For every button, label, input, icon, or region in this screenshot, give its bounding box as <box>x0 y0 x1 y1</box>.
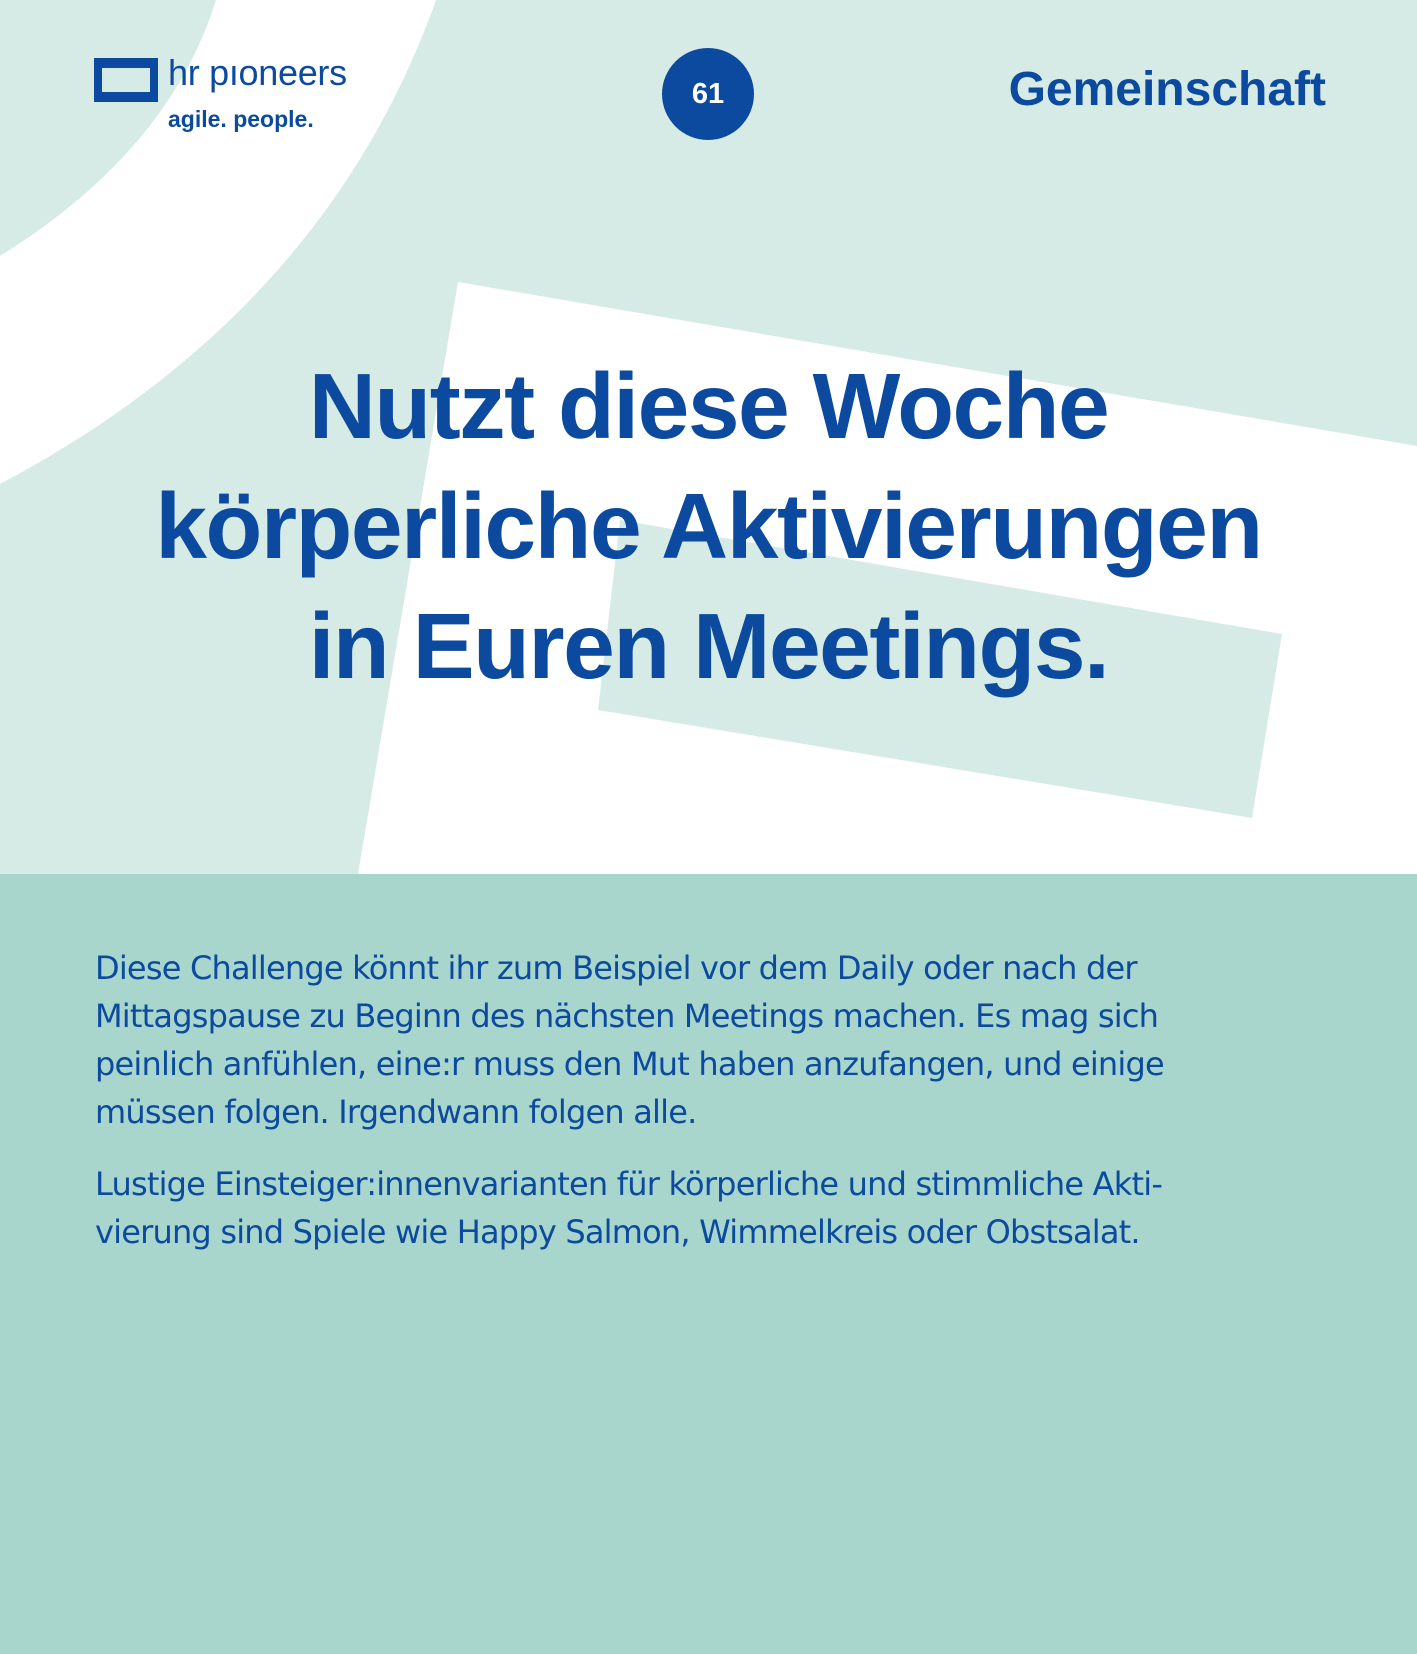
headline-line: körperliche Aktivierungen <box>155 474 1262 578</box>
brand-name: hr pıoneers <box>168 52 347 93</box>
body-line: Lustige Einsteiger:innenvarianten für körperliche und stimmliche Akti- <box>95 1165 1163 1203</box>
card-body-text <box>95 944 1345 1280</box>
card-headline <box>40 346 1377 706</box>
card-category: Gemeinschaft <box>1008 63 1326 116</box>
body-line: müssen folgen. Irgendwann folgen alle. <box>95 1093 697 1131</box>
brand-logo <box>94 52 374 138</box>
body-line: Diese Challenge könnt ihr zum Beispiel vor dem Daily oder nach der <box>95 949 1137 987</box>
body-paragraph <box>95 944 1345 1136</box>
brand-tagline: agile. people. <box>168 106 314 132</box>
body-line: Mittagspause zu Beginn des nächsten Meetings machen. Es mag sich <box>95 997 1159 1035</box>
body-line: vierung sind Spiele wie Happy Salmon, Wimmelkreis oder Obstsalat. <box>95 1213 1140 1251</box>
body-paragraph <box>95 1160 1345 1256</box>
body-line: peinlich anfühlen, eine:r muss den Mut haben anzufangen, und einige <box>95 1045 1164 1083</box>
card-number-badge: 61 <box>662 48 754 140</box>
headline-line: Nutzt diese Woche <box>308 354 1109 458</box>
headline-line: in Euren Meetings. <box>308 594 1109 698</box>
logo-mark-icon <box>94 58 158 102</box>
